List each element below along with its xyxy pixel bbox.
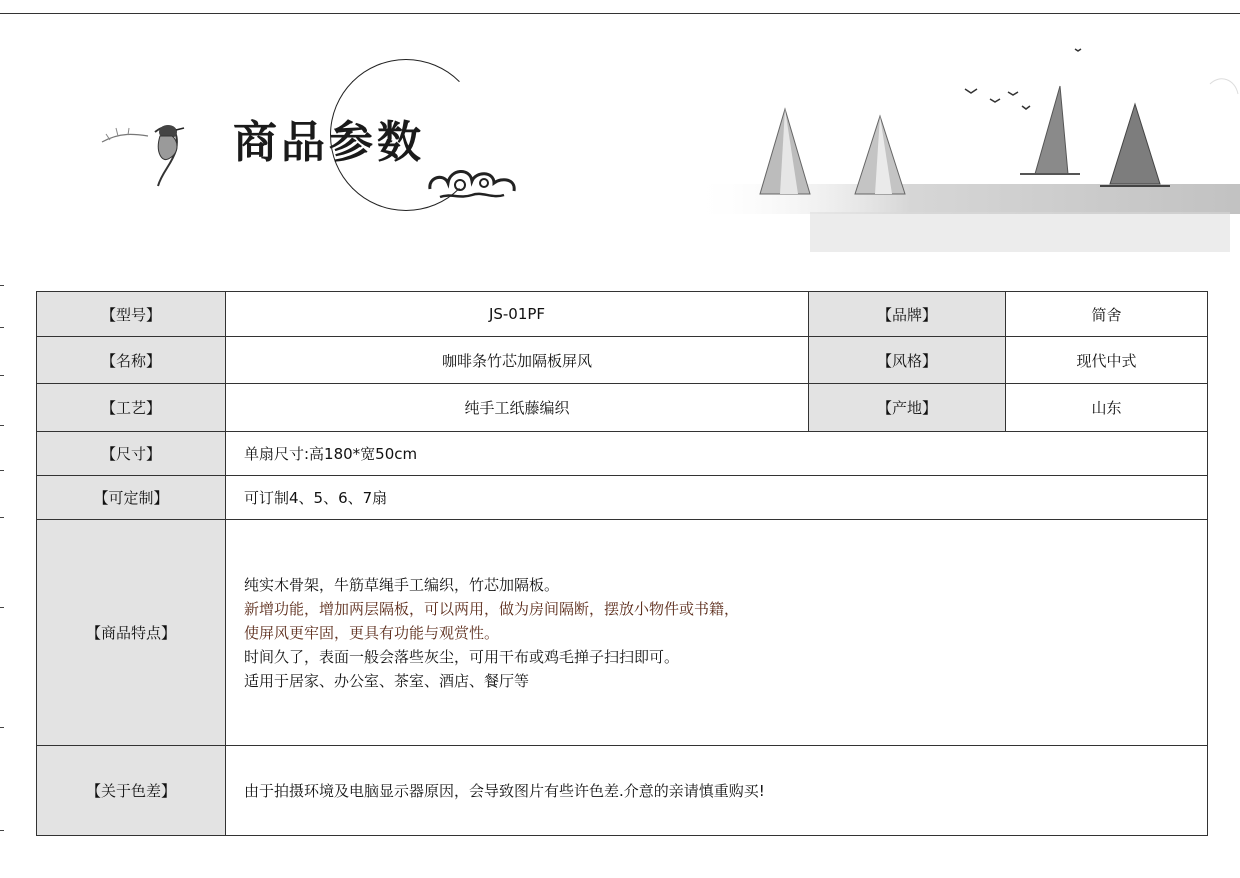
brand-value: 简舍 — [1006, 292, 1208, 337]
origin-value: 山东 — [1006, 384, 1208, 432]
brand-label: 【品牌】 — [809, 292, 1006, 337]
custom-label: 【可定制】 — [37, 476, 226, 520]
features-label: 【商品特点】 — [37, 520, 226, 746]
style-label: 【风格】 — [809, 337, 1006, 384]
bird-branch-icon — [100, 102, 210, 192]
table-row — [37, 476, 1208, 520]
name-label: 【名称】 — [37, 337, 226, 384]
table-row — [37, 384, 1208, 432]
header-banner — [0, 14, 1240, 284]
custom-value: 可订制4、5、6、7扇 — [226, 476, 1208, 520]
craft-value: 纯手工纸藤编织 — [226, 384, 809, 432]
model-value: JS-01PF — [226, 292, 809, 337]
params-table — [36, 291, 1208, 836]
craft-label: 【工艺】 — [37, 384, 226, 432]
feature-line: 使屏风更牢固，更具有功能与观赏性。 — [244, 623, 500, 642]
table-row — [37, 520, 1208, 746]
left-edge-ticks — [0, 285, 6, 845]
style-value: 现代中式 — [1006, 337, 1208, 384]
cloud-ornament-icon — [420, 149, 540, 209]
table-row — [37, 292, 1208, 337]
model-label: 【型号】 — [37, 292, 226, 337]
feature-line: 时间久了，表面一般会落些灰尘，可用干布或鸡毛掸子扫扫即可。 — [244, 647, 680, 666]
feature-line: 新增功能，增加两层隔板，可以两用，做为房间隔断，摆放小物件或书籍， — [244, 599, 740, 618]
origin-label: 【产地】 — [809, 384, 1006, 432]
size-label: 【尺寸】 — [37, 432, 226, 476]
features-cell — [226, 520, 1208, 746]
table-row — [37, 432, 1208, 476]
table-row — [37, 337, 1208, 384]
color-value: 由于拍摄环境及电脑显示器原因，会导致图片有些许色差.介意的亲请慎重购买! — [226, 746, 1208, 836]
feature-line: 适用于居家、办公室、茶室、酒店、餐厅等 — [244, 671, 530, 690]
size-value: 单扇尺寸:高180*宽50cm — [226, 432, 1208, 476]
feature-line: 纯实木骨架，牛筋草绳手工编织，竹芯加隔板。 — [244, 575, 560, 594]
table-row — [37, 746, 1208, 836]
page-title: 商品参数 — [233, 117, 425, 168]
color-label: 【关于色差】 — [37, 746, 226, 836]
sailboat-landscape-icon — [690, 44, 1240, 284]
name-value: 咖啡条竹芯加隔板屏风 — [226, 337, 809, 384]
